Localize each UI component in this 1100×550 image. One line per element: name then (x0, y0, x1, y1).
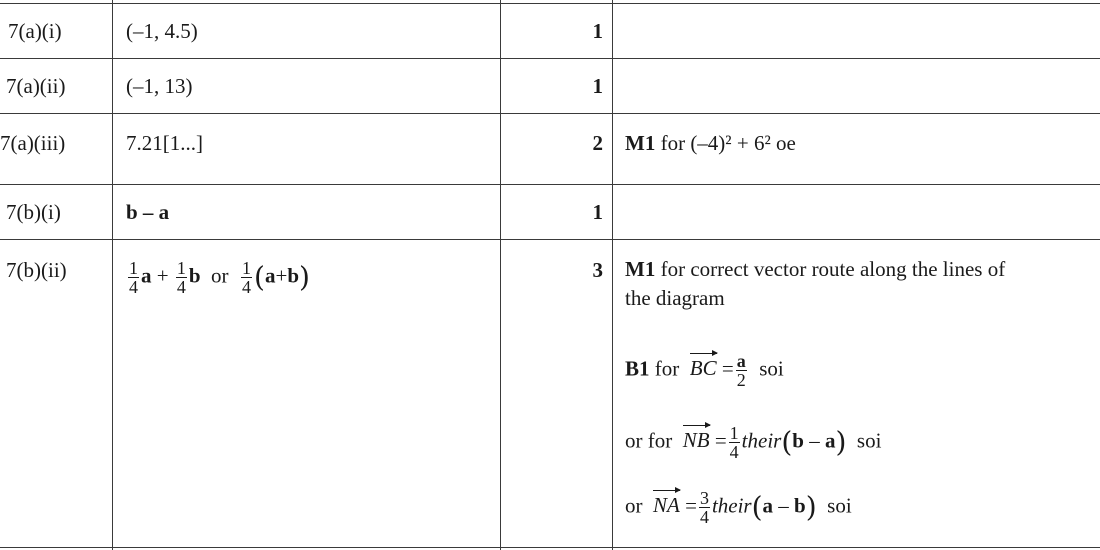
guidance-m1-line1: M1 for correct vector route along the lines of (625, 257, 1006, 281)
guidance-text: for (–4)² + 6² oe (655, 131, 796, 155)
vector-bc: BC (689, 356, 717, 381)
fraction-quarter: $\frac{1}{4}$ (729, 423, 739, 462)
col-rule-1 (112, 0, 113, 550)
fraction-a-over-2: $\frac{a}{2}$ (736, 351, 746, 390)
vector-na: NA (653, 493, 680, 518)
answer-cell: 7.21[1...] (126, 131, 203, 155)
answer-cell: (–1, 4.5) (126, 19, 198, 43)
question-label: 7(a)(iii) (0, 131, 66, 155)
answer-cell: (–1, 13) (126, 74, 193, 98)
answer-cell: $\frac{1}{4}$ a + $\frac{1}{4}$ b or $\frac{1}{4}$ (a+b) (129, 258, 310, 297)
rule-top (0, 3, 1100, 4)
question-label: 7(b)(i) (6, 200, 61, 224)
mark-cell: 1 (592, 19, 603, 43)
mark-cell: 1 (592, 74, 603, 98)
question-label: 7(a)(i) (8, 19, 62, 43)
fraction-three-quarters: $\frac{3}{4}$ (699, 488, 709, 527)
rule-3 (0, 184, 1100, 185)
answer-cell: b – a (126, 200, 170, 224)
rule-bottom (0, 547, 1100, 548)
question-label: 7(b)(ii) (6, 258, 67, 282)
guidance-cell (625, 131, 796, 155)
guidance-b1-line: B1 for BC = $\frac{a}{2}$ soi (625, 351, 784, 390)
guidance-method-mark: M1 (625, 131, 656, 155)
guidance-na-line: or NA = $\frac{3}{4}$ their(a – b) soi (625, 488, 852, 527)
vector-nb: NB (682, 428, 710, 453)
fraction-quarter: $\frac{1}{4}$ (129, 258, 138, 297)
rule-4 (0, 239, 1100, 240)
mark-cell: 1 (592, 200, 603, 224)
mark-cell: 2 (592, 131, 603, 155)
rule-2 (0, 113, 1100, 114)
guidance-m1-line2: the diagram (625, 286, 725, 310)
mark-cell: 3 (592, 258, 603, 282)
guidance-nb-line: or for NB = $\frac{1}{4}$ their(b – a) soi (625, 423, 882, 462)
col-rule-3 (612, 0, 613, 550)
fraction-quarter: $\frac{1}{4}$ (176, 258, 186, 297)
question-label: 7(a)(ii) (6, 74, 66, 98)
rule-1 (0, 58, 1100, 59)
fraction-quarter: $\frac{1}{4}$ (242, 258, 252, 297)
